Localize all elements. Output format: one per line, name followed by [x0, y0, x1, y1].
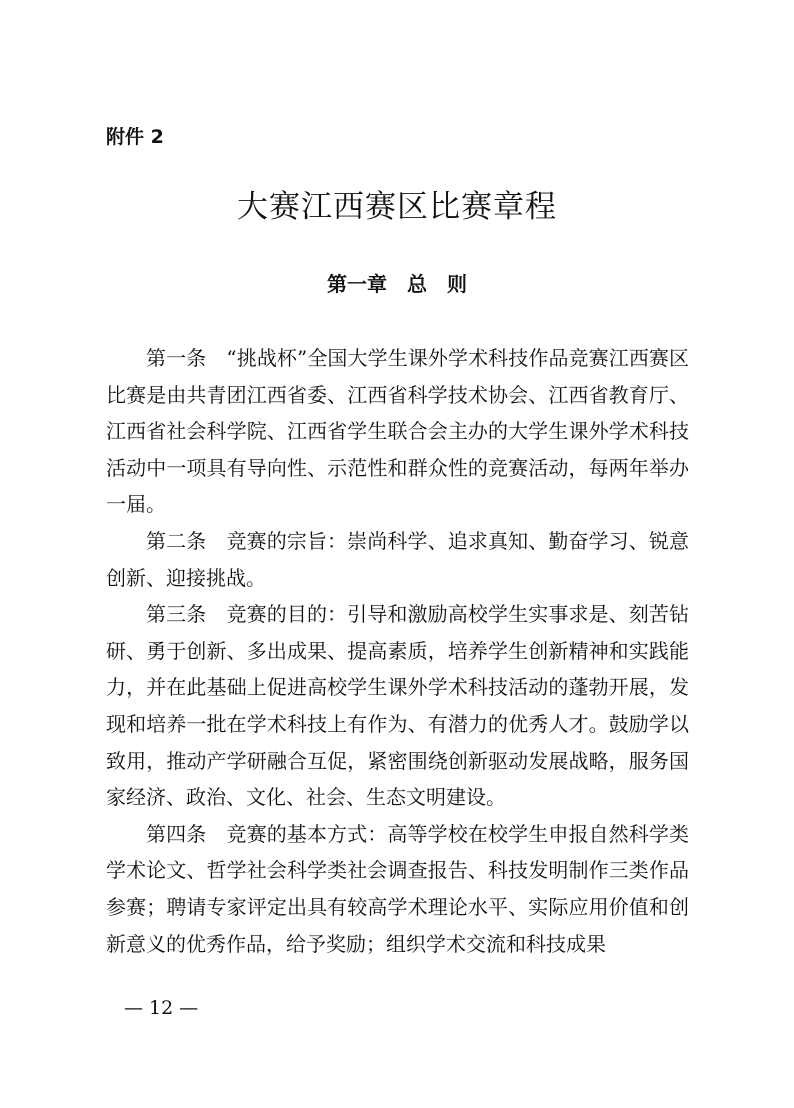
article-text: 竞赛的基本方式：高等学校在校学生申报自然科学类学术论文、哲学社会科学类社会调查报告、科技发明制作三类作品参赛；聘请专家评定出具有较高学术理论水平、实际应用价值和创新意义的优秀作品，给予奖励；组织学术交流和科技成果: [106, 821, 690, 956]
chapter-heading: 第一章 总 则: [327, 272, 467, 296]
article-3: [106, 596, 689, 816]
article-text: 竞赛的目的：引导和激励高校学生实事求是、刻苦钻研、勇于创新、多出成果、提高素质，培养学生创新精神和实践能力，并在此基础上促进高校学生课外学术科技活动的蓬勃开展，发现和培养一批在学术科技上有作为、有潜力的优秀人才。鼓励学以致用，推动产学研融合互促，紧密围绕创新驱动发展战略，服务国家经济、政治、文化、社会、生态文明建设。: [106, 602, 690, 810]
article-label: 第三条: [146, 602, 207, 627]
article-label: 第四条: [146, 821, 207, 846]
article-2: [106, 523, 689, 596]
article-text: 竞赛的宗旨：崇尚科学、追求真知、勤奋学习、锐意创新、迎接挑战。: [106, 528, 690, 590]
article-label: 第二条: [146, 528, 207, 553]
document-body: [106, 340, 689, 962]
article-text: “挑战杯”全国大学生课外学术科技作品竞赛江西赛区比赛是由共青团江西省委、江西省科学技术协会、江西省教育厅、江西省社会科学院、江西省学生联合会主办的大学生课外学术科技活动中一项具有导向性、示范性和群众性的竞赛活动，每两年举办一届。: [106, 346, 690, 517]
page-number: — 12 —: [124, 997, 199, 1019]
article-label: 第一条: [146, 346, 207, 370]
attachment-label: 附件 2: [106, 126, 164, 148]
document-title: 大赛江西赛区比赛章程: [237, 189, 557, 225]
article-1: [106, 340, 689, 523]
article-4: [106, 816, 689, 962]
